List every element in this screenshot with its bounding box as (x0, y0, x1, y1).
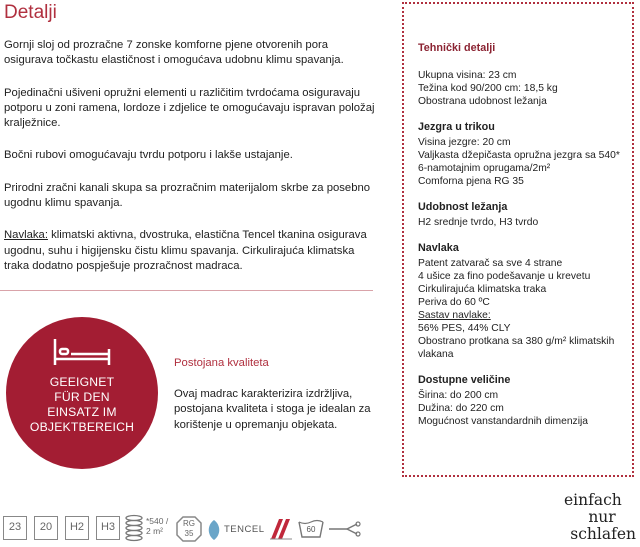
quality-title: Postojana kvaliteta (174, 357, 269, 369)
spec-line: Cirkulirajuća klimatska traka (418, 284, 547, 295)
quality-text: Ovaj madrac karakterizira izdržljiva, postojana kvaliteta i stoga je idealan za korištenje u opremanju objekata. (174, 388, 371, 431)
spec-line: Patent zatvarač sa sve 4 strane (418, 258, 563, 269)
description-paragraph: Pojedinačni ušiveni opružni elementi u različitim tvrdoćama osiguravaju potporu u zoni ramena, lordoze i zdjelice te omogućavaju ispravan položaj kralježnice. (4, 86, 375, 130)
description (4, 38, 376, 291)
badge-line: FÜR DEN (54, 390, 110, 404)
wash-60-icon: 60 (298, 519, 324, 539)
foam-rg35-icon: RG 35 (176, 516, 202, 542)
spec-heading: Dostupne veličine (418, 374, 511, 386)
brand-mark-icon (269, 518, 293, 540)
description-paragraph: Bočni rubovi omogućavaju tvrdu potporu i lakše ustajanje. (4, 149, 293, 162)
technical-details-panel (402, 2, 634, 477)
spec-line: Visina jezgre: 20 cm (418, 137, 511, 148)
firmness-h3-icon: H3 (96, 516, 120, 540)
specs-sizes (418, 374, 626, 428)
description-paragraph (4, 228, 376, 274)
spec-line: Obostrano protkana sa 380 g/m² klimatskih vlakana (418, 336, 615, 360)
spec-line: Obostrana udobnost ležanja (418, 96, 547, 107)
spec-heading: Navlaka (418, 242, 459, 254)
cover-text: klimatski aktivna, dvostruka, elastična Tencel tkanina osigurava ugodnu, suhu i higijensku čistu klimu spavanja. Cirkulirajuća klimatska traka dodatno pospješuje prozračnost madraca. (4, 229, 367, 272)
height-total-icon: 23 (3, 516, 27, 540)
zipper-icon (327, 521, 361, 537)
bed-icon (52, 337, 112, 367)
height-core-icon: 20 (34, 516, 58, 540)
spec-line: Comforna pjena RG 35 (418, 176, 524, 187)
spec-line: 56% PES, 44% CLY (418, 323, 511, 334)
tencel-leaf-icon (205, 519, 223, 541)
firmness-h2-icon: H2 (65, 516, 89, 540)
tencel-label: TENCEL (224, 524, 265, 535)
badge-line: OBJEKTBEREICH (29, 420, 135, 434)
spec-line: H2 srednje tvrdo, H3 tvrdo (418, 217, 539, 228)
spec-line: Dužina: do 220 cm (418, 403, 504, 414)
spec-line: Periva do 60 ºC (418, 297, 490, 308)
spec-line: 4 ušice za fino podešavanje u krevetu (418, 271, 591, 282)
specs-general (418, 69, 626, 108)
specs-cover (418, 242, 626, 361)
divider (0, 290, 373, 291)
einfach-nur-schlafen-logo: einfach nur schlafen (564, 491, 636, 543)
badge-line: GEEIGNET (49, 375, 115, 389)
spec-line: Ukupna visina: 23 cm (418, 70, 517, 81)
spec-line: Valjkasta džepičasta opružna jezgra sa 540* 6-namotajnim oprugama/2m² (418, 150, 620, 174)
badge-line: EINSATZ IM (47, 405, 117, 419)
objektbereich-badge (6, 317, 158, 469)
spec-heading: Jezgra u trikou (418, 121, 495, 133)
spring-count: *540 / 2 m² (146, 516, 169, 536)
cover-label: Navlaka: (4, 229, 48, 242)
description-paragraph: Gornji sloj od prozračne 7 zonske komforne pjene otvorenih pora osigurava točkastu elastičnost i omogućava udobnu klimu spavanja. (4, 39, 344, 67)
spec-line: Težina kod 90/200 cm: 18,5 kg (418, 83, 558, 94)
specs-core (418, 121, 626, 188)
specs-title: Tehnički detalji (418, 42, 496, 54)
page-title: Detalji (4, 2, 57, 23)
specs-comfort (418, 201, 626, 229)
spec-line: Mogućnost vanstandardnih dimenzija (418, 416, 588, 427)
spec-line: Širina: do 200 cm (418, 390, 499, 401)
spec-subheading: Sastav navlake: (418, 310, 491, 321)
spring-icon (124, 514, 144, 542)
description-paragraph: Prirodni zračni kanali skupa sa prozračnim materijalom skrbe za posebno ugodnu klimu spavanja. (4, 181, 371, 210)
spec-heading: Udobnost ležanja (418, 201, 508, 213)
